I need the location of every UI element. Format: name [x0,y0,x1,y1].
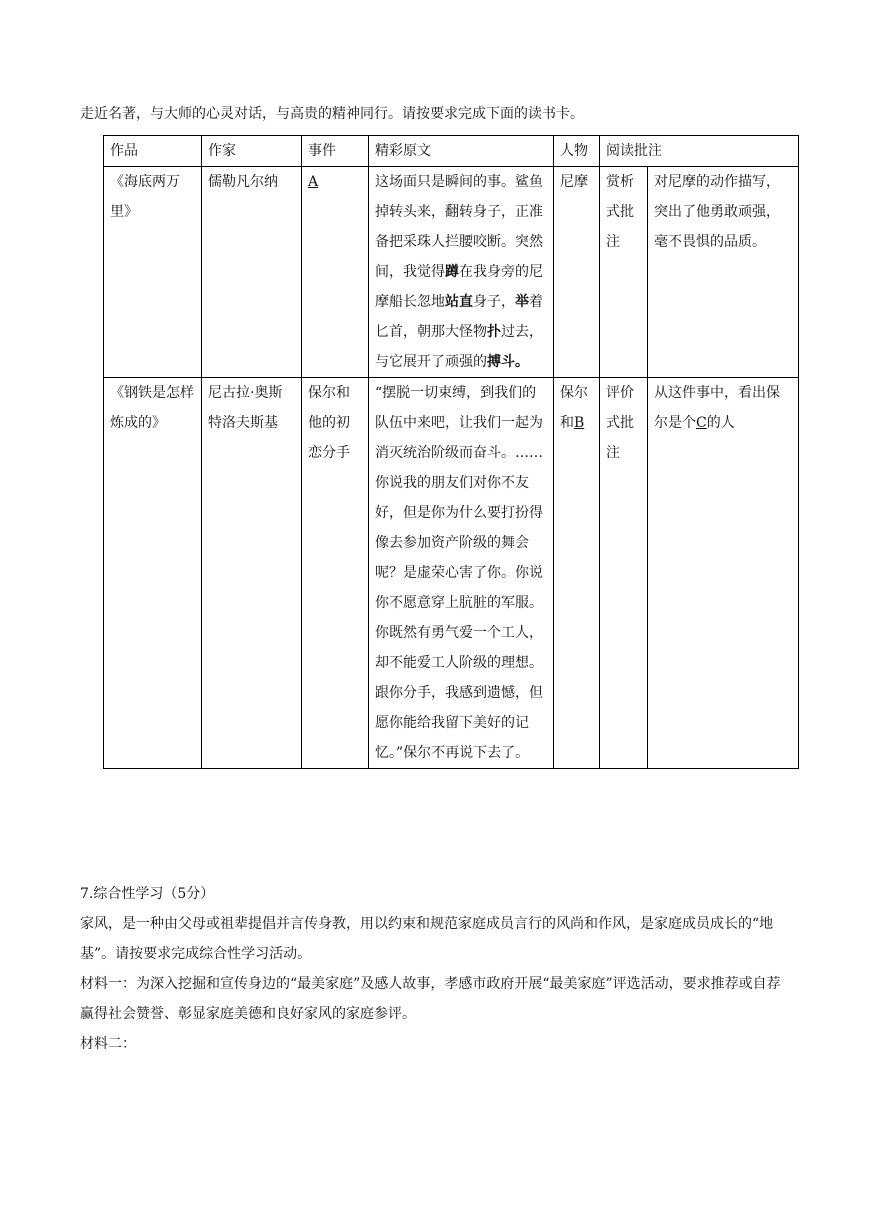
annotation-text: 的人 [706,415,735,431]
header-event: 事件 [302,136,369,167]
action-verb: 站直 [445,294,473,310]
author-cell: 儒勒凡尔纳 [202,167,302,378]
header-excerpt: 精彩原文 [369,136,554,167]
header-person: 人物 [554,136,600,167]
material-two: 材料二： [80,1036,136,1052]
table-row [104,167,799,378]
header-author: 作家 [202,136,302,167]
action-verb: 扑 [487,324,501,340]
action-verb: 举 [515,294,529,310]
header-work: 作品 [104,136,202,167]
table-row [104,378,799,769]
annotation-cell: 对尼摩的动作描写，突出了他勇敢顽强，毫不畏惧的品质。 [648,167,799,378]
reading-card-table [103,135,799,769]
action-verb: 搏斗。 [487,354,529,370]
work-cell: 《海底两万里》 [104,167,202,378]
person-cell [554,378,600,769]
family-wind-intro: 家风，是一种由父母或祖辈提倡并言传身教，用以约束和规范家庭成员言行的风尚和作风，是家庭成员成长的“地基”。请按要求完成综合性学习活动。 [80,916,774,962]
author-cell: 尼古拉·奥斯特洛夫斯基 [202,378,302,769]
annotation-cell [648,378,799,769]
excerpt-text: 身子， [473,294,515,310]
intro-text: 走近名著，与大师的心灵对话，与高贵的精神同行。请按要求完成下面的读书卡。 [80,106,584,122]
blank-b: B [574,415,585,431]
work-cell: 《钢铁是怎样炼成的》 [104,378,202,769]
event-cell [302,167,369,378]
header-annotation: 阅读批注 [600,136,799,167]
person-cell: 尼摩 [554,167,600,378]
person-text: 保尔和 [560,385,588,431]
excerpt-text: 这场面只是瞬间的事。鲨鱼掉转头来，翻转身子，正准备把采珠人拦腰咬断。突然间，我觉得 [375,174,543,280]
table-header-row [104,136,799,167]
material-one: 材料一：为深入挖掘和宣传身边的“最美家庭”及感人故事，孝感市政府开展“最美家庭”评选活动，要求推荐或自荐赢得社会赞誉、彰显家庭美德和良好家风的家庭参评。 [80,976,781,1022]
blank-c: C [696,415,707,431]
excerpt-text: 过去，与它展开了顽强的 [375,324,543,370]
excerpt-text: 着匕首，朝那大怪物 [375,294,543,340]
annotation-text: 从这件事中，看出保尔是个 [654,385,780,431]
annotation-type-cell: 评价式批注 [600,378,648,769]
section-heading: 7.综合性学习（5分） [80,886,215,902]
annotation-type-cell: 赏析式批注 [600,167,648,378]
blank-a: A [308,174,319,190]
excerpt-cell [369,167,554,378]
action-verb: 蹲 [445,264,459,280]
excerpt-cell: “摆脱一切束缚，到我们的队伍中来吧，让我们一起为消灭统治阶级而奋斗。……你说我的朋友们对你不友好，但是你为什么要打扮得像去参加资产阶级的舞会呢？是虚荣心害了你。你说你不愿意穿上肮脏的军服。你既然有勇气爱一个工人，却不能爱工人阶级的理想。跟你分手，我感到遗憾，但愿你能给我留下美好的记忆。”保尔不再说下去了。 [369,378,554,769]
excerpt-text: 在我身旁的尼摩船长忽地 [375,264,543,310]
event-cell: 保尔和他的初恋分手 [302,378,369,769]
